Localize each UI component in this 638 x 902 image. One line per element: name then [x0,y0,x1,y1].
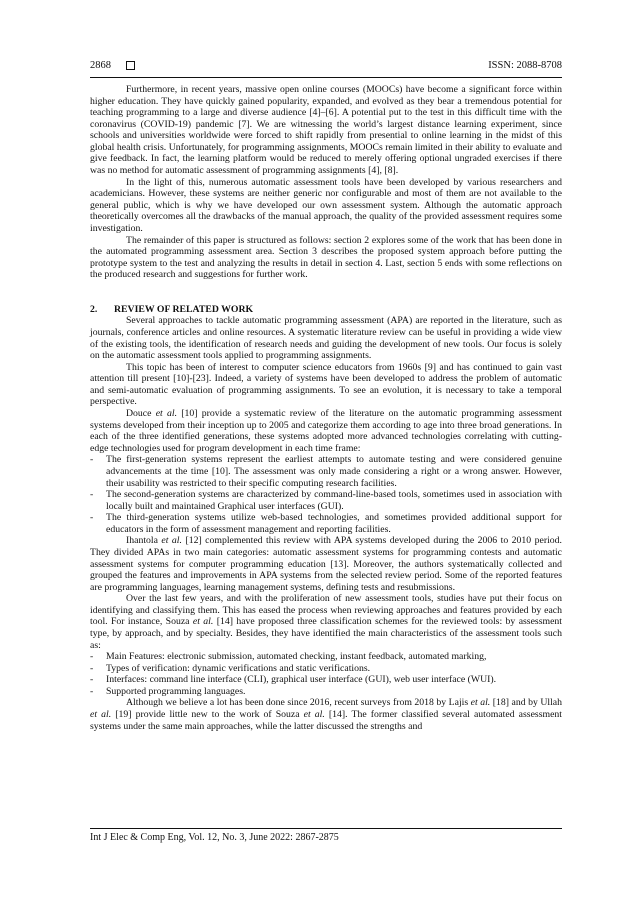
section-paragraph-4: Ihantola et al. [12] complemented this review with APA systems developed during the 2006 to 2010 period. They divided APAs in two main categories: automatic assessment systems for programming contests and automatic assessment systems for computer programming education [13]. Moreover, the authors systematically collected and grouped the features and improvements in APA systems from the selected review period. Some of the reported features are programming languages, learning management systems, defining tests and resubmissions. [90,535,562,593]
page-body [90,84,562,732]
footer-divider [90,828,562,829]
list-item: - Types of verification: dynamic verifications and static verifications. [90,662,371,674]
list-item: - The first-generation systems represent the earliest attempts to automate testing and were considered genuine advancements at the time [10]. The assessment was only made considering a right or a wrong answer. However, their usability was restricted to their specific computing research facilities. [90,454,562,489]
intro-paragraph-1: Furthermore, in recent years, massive open online courses (MOOCs) have become a significant force within higher education. They have quickly gained popularity, expanded, and evolved as they bear a tremendous potential for teaching programming to a large and diverse audience [4]–[6]. A potential put to the test in this difficult time with the coronavirus (COVID-19) pandemic [7]. We are witnessing the world’s largest distance learning experiment, since schools and universities worldwide were forced to shift rapidly from presential to online learning in the midst of this global health crisis. Unfortunately, for programming assignments, MOOCs remain limited in their ability to evaluate and give feedback. In fact, the learning platform would be reduced to merely offering optional ungraded exercises if there was no method for automatic assessment of programming assignments [4], [8]. [90,84,562,177]
section-number: 2. [90,303,98,315]
section-paragraph-1: Several approaches to tackle automatic programming assessment (APA) are reported in the literature, such as journals, conference articles and online resources. A systematic literature review can be useful in providing a wide view of the existing tools, the identification of research needs and guiding the development of new tools. Our focus is solely on the automatic assessment tools applied to programming assignments. [90,315,562,362]
section-paragraph-6: Although we believe a lot has been done since 2016, recent surveys from 2018 by Lajis et al. [18] and by Ullah et al. [19] provide little new to the work of Souza et al. [14]. The former classified several automated assessment systems under the same main approaches, while the latter discussed the strengths and [90,697,563,732]
section-paragraph-5: Over the last few years, and with the proliferation of new assessment tools, studies have put their focus on identifying and classifying them. This has eased the process when reviewing approaches and features provided by each tool. For instance, Souza et al. [14] have proposed three classification schemes for the reviewed tools: by assessment type, by approach, and by specialty. Besides, they have identified the main characteristics of the assessment tools such as: [90,593,563,651]
journal-citation: Int J Elec & Comp Eng, Vol. 12, No. 3, June 2022: 2867-2875 [90,832,339,843]
section-paragraph-2: This topic has been of interest to computer science educators from 1960s [9] and has continued to gain vast attention till present [10]-[23]. Indeed, a variety of systems have been developed to address the problem of automatic and semi-automatic evaluation of programming assignments. To see an evolution, it is necessary to take a temporal perspective. [90,361,562,408]
section-title: REVIEW OF RELATED WORK [114,303,254,315]
running-header [90,60,562,78]
header-divider [90,77,562,78]
list-item: - Main Features: electronic submission, automated checking, instant feedback, automated marking, [90,651,487,663]
section-paragraph-3: Douce et al. [10] provide a systematic review of the literature on the automatic programming assessment systems developed from their inception up to 2005 and categorize them according to age into three broad generations. In each of the three identified generations, these systems adopted more advanced technologies correlating with cutting-edge technologies used for program development in each time frame: [90,408,563,454]
section-heading [90,304,562,316]
list-item: - The third-generation systems utilize web-based technologies, and sometimes provided additional support for educators in the form of assessment management and reporting facilities. [90,512,562,535]
intro-paragraph-2: In the light of this, numerous automatic assessment tools have been developed by various researchers and academicians. However, these systems are neither generic nor configurable and most of them are not available to the general public, which is why we have developed our own assessment system. Although the automatic approach theoretically overcomes all the drawbacks of the manual approach, the quality of the provided assessment requires some investigation. [90,176,562,234]
generations-list [90,454,562,535]
list-item: - Interfaces: command line interface (CLI), graphical user interface (GUI), web user interface (WUI). [90,674,497,686]
journal-issn: ISSN: 2088-8708 [488,60,562,71]
list-item: - The second-generation systems are characterized by command-line-based tools, sometimes used in association with locally built and maintained Graphical user interfaces (GUI). [90,489,562,512]
list-item: - Supported programming languages. [90,685,246,697]
square-bullet-icon [126,61,135,70]
characteristics-list [90,651,562,697]
page-number: 2868 [90,60,111,71]
intro-paragraph-3: The remainder of this paper is structured as follows: section 2 explores some of the work that has been done in the automated programming assessment area. Section 3 describes the proposed system approach before putting the prototype system to the test and analyzing the results in detail in section 4. Last, section 5 ends with some reflections on the produced research and suggestions for further work. [90,234,562,281]
